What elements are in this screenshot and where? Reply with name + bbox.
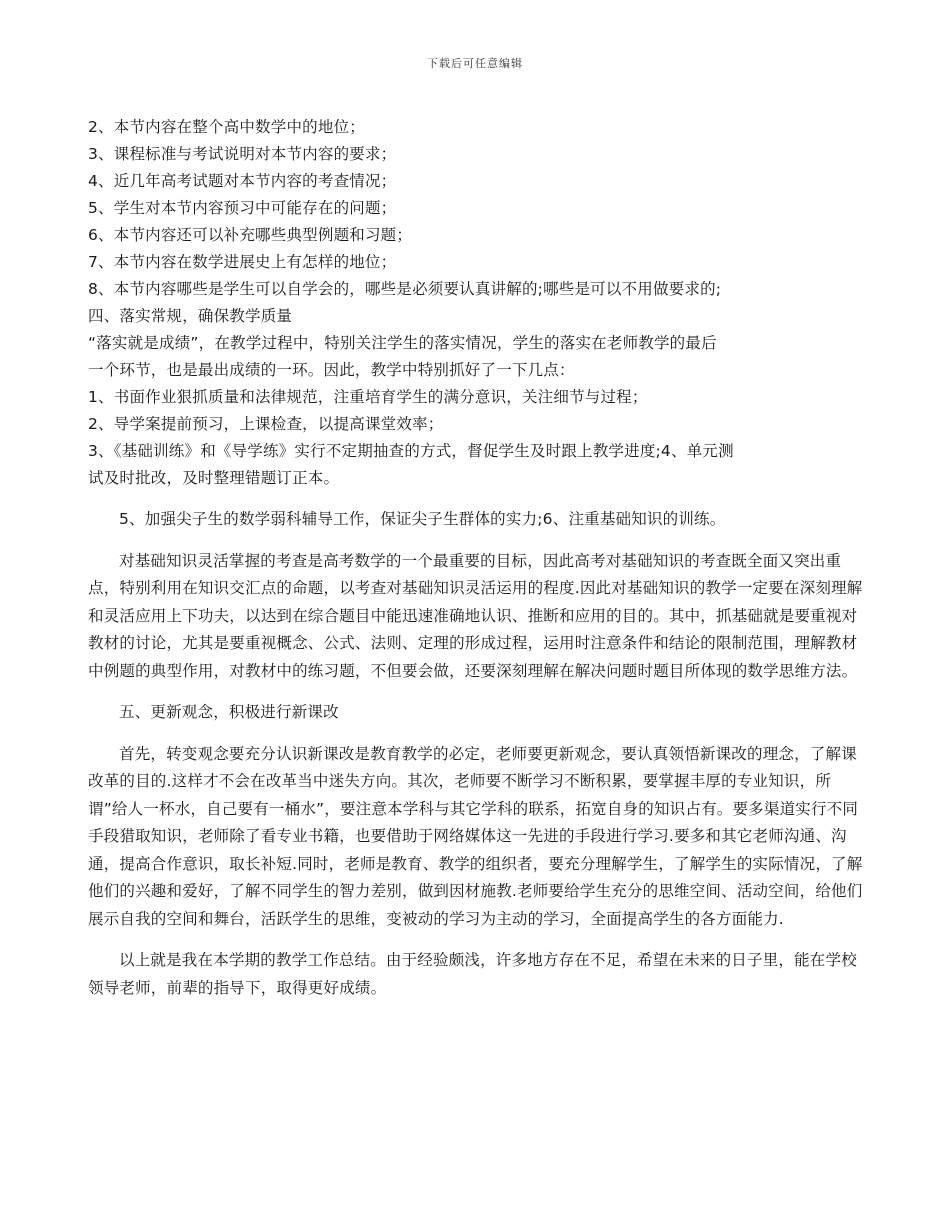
section-heading: 四、落实常规，确保教学质量 xyxy=(88,307,293,325)
paragraph: 首先，转变观念要充分认识新课改是教育教学的必定，老师要更新观念，要认真领悟新课改的理念，了解课改革的目的.这样才不会在改革当中迷失方向。其次，老师要不断学习不断积累，要掌握丰厚的专业知识，所谓”给人一杯水，自己要有一桶水”，要注意本学科与其它学科的联系，拓宽自身的知识占有。要多渠道实行不同手段猎取知识，老师除了看专业书籍，也要借助于网络媒体这一先进的手段进行学习.要多和其它老师沟通、沟通，提高合作意识，取长补短.同时，老师是教育、教学的组织者，要充分理解学生，了解学生的实际情况，了解他们的兴趣和爱好，了解不同学生的智力差别，做到因材施教.老师要给学生充分的思维空间、活动空间，给他们展示自我的空间和舞台，活跃学生的思维，变被动的学习为主动的学习，全面提高学生的各方面能力. xyxy=(88,744,863,928)
paragraph: 以上就是我在本学期的教学工作总结。由于经验颇浅，许多地方存在不足，希望在未来的日子里，能在学校领导老师，前辈的指导下，取得更好成绩。 xyxy=(88,951,857,997)
list-item: 5、学生对本节内容预习中可能存在的问题； xyxy=(88,199,397,217)
section-heading: 五、更新观念，积极进行新课改 xyxy=(119,703,339,721)
list-item: 6、本节内容还可以补充哪些典型例题和习题； xyxy=(88,226,413,244)
section-intro-line: 一个环节，也是最出成绩的一环。因此，教学中特别抓好了一下几点： xyxy=(88,361,575,379)
page-header: 下载后可任意编辑 xyxy=(427,57,523,70)
paragraph: 对基础知识灵活掌握的考查是高考数学的一个最重要的目标，因此高考对基础知识的考查既全面又突出重点，特别利用在知识交汇点的命题，以考查对基础知识灵活运用的程度.因此对基础知识的教学一定要在深刻理解和灵活应用上下功夫，以达到在综合题目中能迅速准确地认识、推断和应用的目的。其中，抓基础就是要重视对教材的讨论，尤其是要重视概念、公式、法则、定理的形成过程，运用时注意条件和结论的限制范围，理解教材中例题的典型作用，对教材中的练习题，不但要会做，还要深刻理解在解决问题时题目所体现的数学思维方法。 xyxy=(88,551,863,680)
list-item: 试及时批改，及时整理错题订正本。 xyxy=(88,469,340,487)
list-item: 7、本节内容在数学进展史上有怎样的地位； xyxy=(88,253,397,271)
document-body xyxy=(88,114,864,1002)
list-item: 2、导学案提前预习，上课检查，以提高课堂效率； xyxy=(88,415,444,433)
list-item: 2、本节内容在整个高中数学中的地位； xyxy=(88,118,365,136)
list-item: 4、近几年高考试题对本节内容的考查情况； xyxy=(88,172,397,190)
list-item: 3、《基础训练》和《导学练》实行不定期抽查的方式，督促学生及时跟上教学进度;4、单元测 xyxy=(88,442,734,460)
list-item: 8、本节内容哪些是学生可以自学会的，哪些是必须要认真讲解的;哪些是可以不用做要求的; xyxy=(88,280,722,298)
list-item: 1、书面作业狠抓质量和法律规范，注重培育学生的满分意识，关注细节与过程； xyxy=(88,388,648,406)
section-intro-line: “落实就是成绩”，在教学过程中，特别关注学生的落实情况，学生的落实在老师教学的最后 xyxy=(88,334,717,352)
list-item: 3、课程标准与考试说明对本节内容的要求； xyxy=(88,145,397,163)
paragraph: 5、加强尖子生的数学弱科辅导工作，保证尖子生群体的实力;6、注重基础知识的训练。 xyxy=(119,510,726,528)
